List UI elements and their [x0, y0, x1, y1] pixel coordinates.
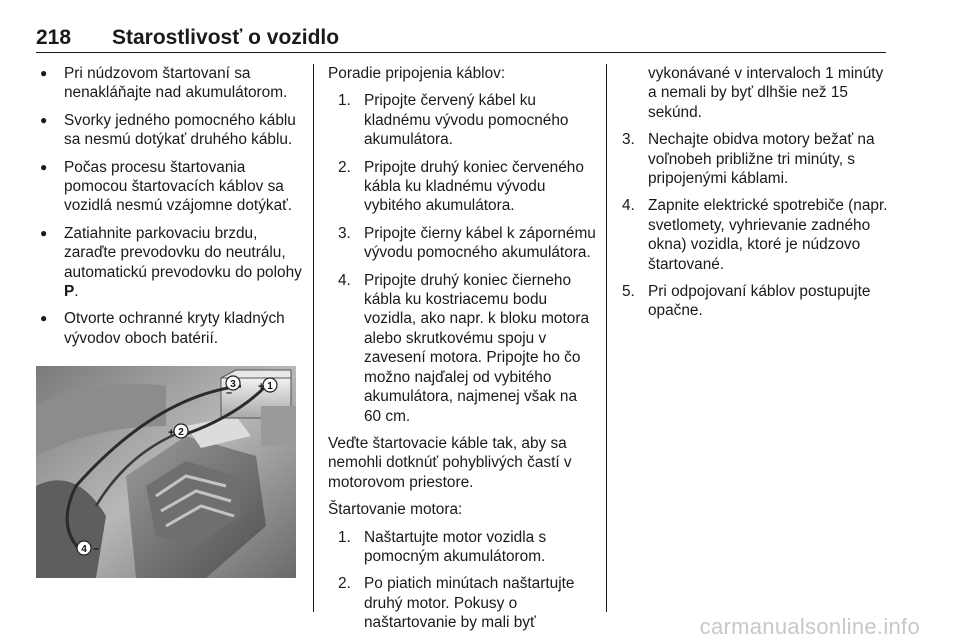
- page-header: [36, 26, 886, 53]
- step-item: 3. Pripojte čierny kábel k zápornému vývodu pomocného akumulátora.: [338, 224, 596, 262]
- engine-start-steps: [338, 528, 596, 633]
- column-3: [622, 64, 892, 329]
- bullet-item: ● Zatiahnite parkovaciu brzdu, zaraďte prevodovku do neutrálu, automatickú prevodovku do polohy P.: [40, 224, 302, 301]
- step-item: 4. Zapnite elektrické spotrebiče (napr. svetlomety, vyhrievanie zadného okna) vozidla, ktoré je núdzovo štartované.: [622, 197, 888, 273]
- step-item: 3. Nechajte obidva motory bežať na voľnobeh približne tri minúty, s pripojenými káblami.: [622, 131, 875, 188]
- callout-3: 3: [230, 379, 236, 390]
- minus-sign-3: –: [226, 387, 233, 399]
- engine-start-steps-continued: [622, 130, 892, 321]
- column-1: [36, 64, 302, 356]
- bullet-icon: ●: [40, 66, 48, 80]
- step-item: 1. Pripojte červený kábel ku kladnému vývodu pomocného akumulátora.: [338, 92, 569, 149]
- column-2: [328, 64, 596, 641]
- page-number: 218: [36, 26, 72, 49]
- plus-sign-1: +: [258, 381, 265, 393]
- bullet-item: ● Otvorte ochranné kryty kladných vývodov oboch batérií.: [40, 310, 285, 347]
- step-item: 2. Pripojte druhý koniec červeného kábla ku kladnému vývodu vybitého akumulátora.: [338, 158, 584, 215]
- callout-1: 1: [267, 381, 273, 392]
- plus-sign-2: +: [168, 427, 175, 439]
- step-item: 1. Naštartujte motor vozidla s pomocným akumulátorom.: [338, 528, 547, 565]
- gear-position-p: P: [64, 283, 75, 301]
- safety-bullet-list: [36, 64, 302, 348]
- bullet-item: ● Svorky jedného pomocného káblu sa nesmú dotýkať druhého káblu.: [40, 111, 296, 149]
- bullet-item: ● Počas procesu štartovania pomocou štartovacích káblov sa vozidlá nesmú vzájomne dotýkať.: [40, 158, 293, 215]
- step-item: 5. Pri odpojovaní káblov postupujte opačne.: [622, 283, 871, 320]
- connection-steps: [338, 91, 596, 426]
- site-watermark: carmanualsonline.info: [699, 614, 920, 639]
- step-item: 2. Po piatich minútach naštartujte druhý motor. Pokusy o naštartovanie by mali byť: [338, 575, 575, 632]
- bullet-icon: ●: [40, 159, 48, 174]
- step-item: 4. Pripojte druhý koniec čierneho kábla ku kostriacemu bodu vozidla, ako napr. k bloku motora alebo skrutkovému spoju v zavesení motora. Pripojte ho čo možno najďalej od vybitého akumulátora, najmenej však na 60 cm.: [338, 271, 589, 425]
- cable-routing-paragraph: Veďte štartovacie káble tak, aby sa nemohli dotknúť pohyblivých častí v motorovom priestore.: [328, 434, 572, 491]
- callout-2: 2: [178, 427, 184, 438]
- column-divider-2: [606, 64, 607, 612]
- callout-4: 4: [81, 544, 87, 555]
- bullet-icon: ●: [40, 311, 48, 326]
- step-continuation: vykonávané v intervaloch 1 minúty a nemali by byť dlhšie než 15 sekúnd.: [648, 65, 884, 121]
- column-divider-1: [313, 64, 314, 612]
- jump-start-illustration: [36, 366, 296, 578]
- bullet-icon: ●: [40, 225, 48, 240]
- bullet-item: ● Pri núdzovom štartovaní sa nenakláňajte nad akumulátorom.: [40, 65, 288, 102]
- minus-sign-4: –: [93, 543, 100, 555]
- connection-order-intro: Poradie pripojenia káblov:: [328, 65, 506, 82]
- bullet-icon: ●: [40, 112, 48, 127]
- engine-start-heading: Štartovanie motora:: [328, 501, 463, 519]
- chapter-title: Starostlivosť o vozidlo: [112, 26, 340, 49]
